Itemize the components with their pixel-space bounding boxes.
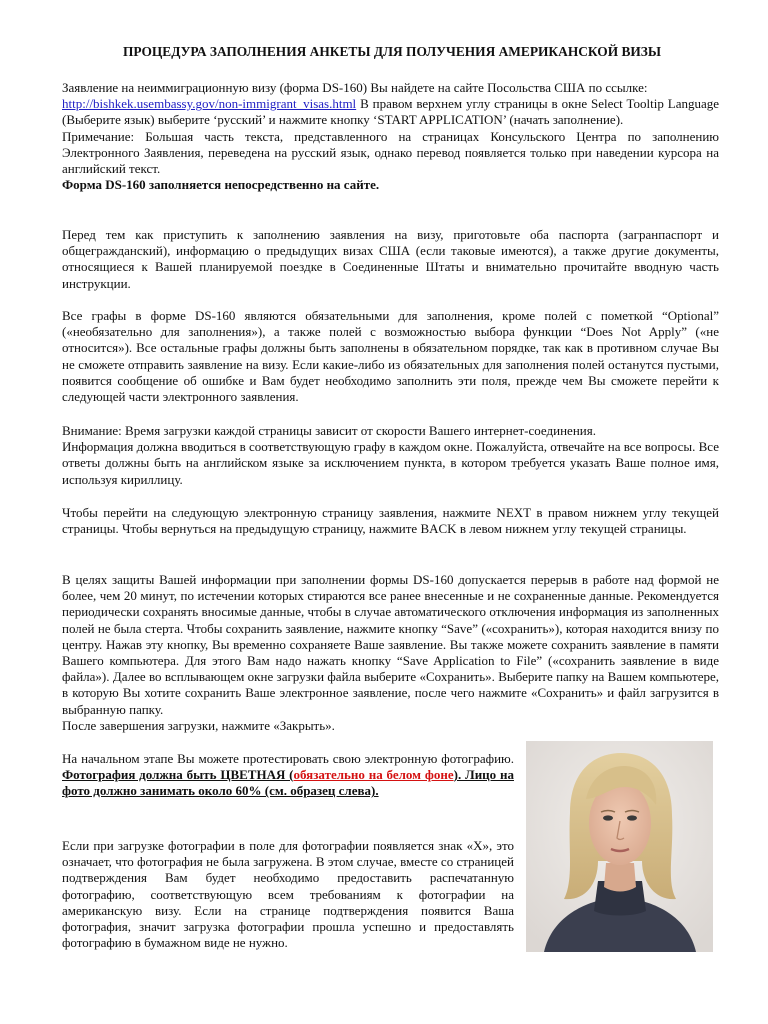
photo-requirements [62,751,514,800]
paragraph-text: Все графы в форме DS-160 являются обязательными для заполнения, кроме полей с пометкой “Optional” («необязательно для заполнения»), а также полей с возможностью выбора функции “Does Not Apply” («не относится»). Все остальные графы должны быть заполнены в обязательном порядке, так как в противном случае Вы не сможете отправить заявление на визу. Если какие-либо из обязательных для заполнения полей останутся пустыми, появится сообщение об ошибке и Вам будет необходимо заполнить эти поля, прежде чем Вы сможете перейти к следующей части электронного заявления. [62,308,719,405]
photo-bold-1: Фотография должна быть ЦВЕТНАЯ ( [62,767,294,783]
intro-line: Заявление на неиммиграционную визу (форма DS-160) Вы найдете на сайте Посольства США по ссылке: [62,80,648,95]
paragraph-attention [62,423,719,488]
paragraph-required-fields [62,308,719,405]
attention-line: Внимание: Время загрузки каждой страницы зависит от скорости Вашего интернет-соединения. [62,423,596,438]
photo-bold-2: ). Лицо на фото должно занимать около 60% (см. образец слева). [62,767,514,799]
intro-bold-line: Форма DS-160 заполняется непосредственно на сайте. [62,177,380,193]
paragraph-prepare [62,227,719,292]
photo-red-text: обязательно на белом фоне [293,767,454,783]
paragraph-close: После завершения загрузки, нажмите «Закрыть». [62,717,335,733]
intro-section [62,80,719,193]
paragraph-navigation [62,505,719,537]
photo-requirements-text [62,751,514,800]
photo-lead: На начальном этапе Вы можете протестировать свою электронную фотографию. [62,751,514,766]
photo-upload-paragraph [62,838,514,951]
paragraph-text: Чтобы перейти на следующую электронную страницу заявления, нажмите NEXT в правом нижнем углу текущей страницы. Чтобы вернуться на предыдущую страницу, нажмите BACK в левом нижнем углу текущей страницы. [62,505,719,537]
paragraph-text: Если при загрузке фотографии в поле для фотографии появляется знак «Х», это означает, что фотография не была загружена. В этом случае, вместе со страницей подтверждения Вам будет необходимо предоставить распечатанную фотографию, соответствующую всем требованиям к фотографии на американскую визу. Если на странице подтверждения появится Ваша фотография, значит загрузка фотографии прошла успешно и предоставлять фотографию в бумажном виде не нужно. [62,838,514,951]
paragraph-text: Перед тем как приступить к заполнению заявления на визу, приготовьте оба паспорта (загранпаспорт и общегражданский), информацию о предыдущих визах США (если таковые имеются), а также другие документы, относящиеся к Вашей планируемой поездке в Соединенные Штаты и внимательно прочитайте вводную часть инструкции. [62,227,719,291]
intro-note: Примечание: Большая часть текста, представленного на страницах Консульского Центра по заполнению Электронного Заявления, переведена на русский язык, однако перевод появляется только при наведении курсора на английский текст. [62,128,719,177]
intro-after-link: В правом верхнем углу страницы в окне Select Tooltip Language (Выберите язык) выберите ‘русский’ и нажмите кнопку ‘START APPLICATION’ (начать заполнение). [62,96,719,128]
paragraph-save [62,572,719,734]
sample-photo-image [526,741,713,952]
embassy-link[interactable]: http://bishkek.usembassy.gov/non-immigrant_visas.html [62,96,357,112]
paragraph-text: В целях защиты Вашей информации при заполнении формы DS-160 допускается перерыв в работе над формой не более, чем 20 минут, по истечении которых стираются все ранее внесенные и не сохраненные данные. Рекомендуется периодически сохранять вносимые данные, чтобы в случае автоматического отключения информация из заполненных полей не была стерта. Чтобы сохранить заявление, нажмите кнопку “Save” («сохранить»), которая находится внизу по центру. Нажав эту кнопку, Вы временно сохраняете Ваше заявление. Вы также можете сохранить заявление в памяти Вашего компьютера. Для этого Вам надо нажать кнопку “Save Application to File” («сохранить заявление в виде файла»). Далее во всплывающем окне загрузки файла выберите «Сохранить». Выберите папку на Вашем компьютере, в которую Вы хотите сохранить Ваше электронное заявление, после чего нажмите «Сохранить» и файл загрузится в выбранную папку. [62,572,719,717]
intro-text [62,80,719,129]
sample-photo [526,741,713,952]
document-title: ПРОЦЕДУРА ЗАПОЛНЕНИЯ АНКЕТЫ ДЛЯ ПОЛУЧЕНИЯ АМЕРИКАНСКОЙ ВИЗЫ [122,44,662,59]
attention-text: Информация должна вводиться в соответствующую графу в каждом окне. Пожалуйста, отвечайте на все вопросы. Все ответы должны быть на английском языке за исключением пункта, в котором требуется указать Ваше полное имя, используя кириллицу. [62,439,719,487]
